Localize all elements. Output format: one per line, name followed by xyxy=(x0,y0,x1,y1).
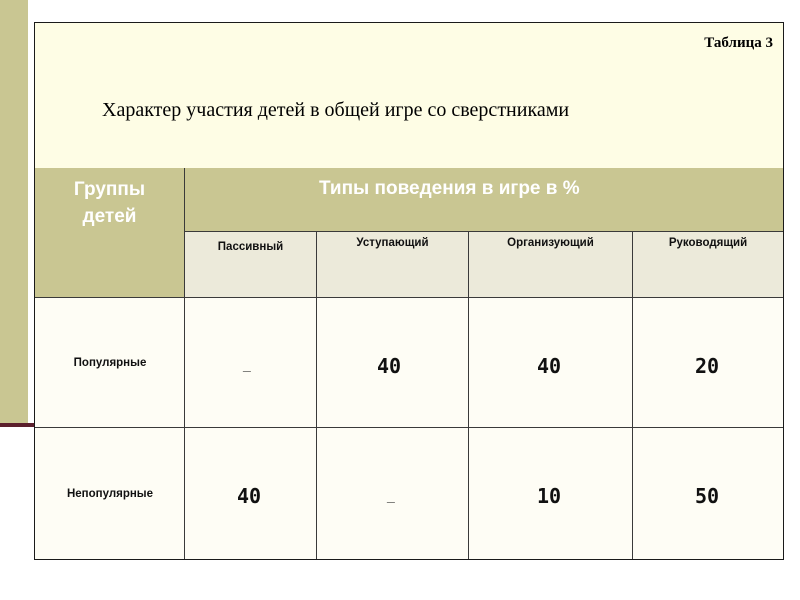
column-header-yielding xyxy=(317,232,469,298)
value-unpopular-organizing: 10 xyxy=(537,484,562,508)
value-unpopular-yielding: _ xyxy=(387,488,395,504)
group-header-line-2: детей xyxy=(82,206,137,227)
column-header-leading xyxy=(633,232,783,298)
column-header-passive xyxy=(185,232,317,298)
table-number-label: Таблица 3 xyxy=(704,35,773,51)
group-column-header xyxy=(35,168,185,298)
value-popular-organizing: 40 xyxy=(537,354,562,378)
table-cell xyxy=(185,298,317,428)
value-popular-leading: 20 xyxy=(695,354,720,378)
side-decoration-band xyxy=(0,0,28,423)
group-header-line-1: Группы xyxy=(73,179,146,200)
behavior-types-header xyxy=(185,168,783,232)
value-unpopular-passive: 40 xyxy=(237,484,262,508)
table-caption: Характер участия детей в общей игре со сверстниками xyxy=(102,99,570,121)
row-label-unpopular: Непопулярные xyxy=(66,488,154,500)
column-header-label: Пассивный xyxy=(217,241,284,253)
value-unpopular-leading: 50 xyxy=(695,484,720,508)
behavior-types-header-label: Типы поведения в игре в % xyxy=(319,178,580,199)
column-header-label: Руководящий xyxy=(668,237,748,249)
column-header-label: Уступающий xyxy=(356,237,429,249)
row-label-popular: Популярные xyxy=(73,357,147,369)
value-popular-yielding: 40 xyxy=(377,354,402,378)
table-container xyxy=(34,22,784,560)
column-header-label: Организующий xyxy=(507,237,594,249)
value-popular-passive: _ xyxy=(243,357,251,373)
title-block xyxy=(35,23,783,169)
column-header-organizing xyxy=(469,232,633,298)
